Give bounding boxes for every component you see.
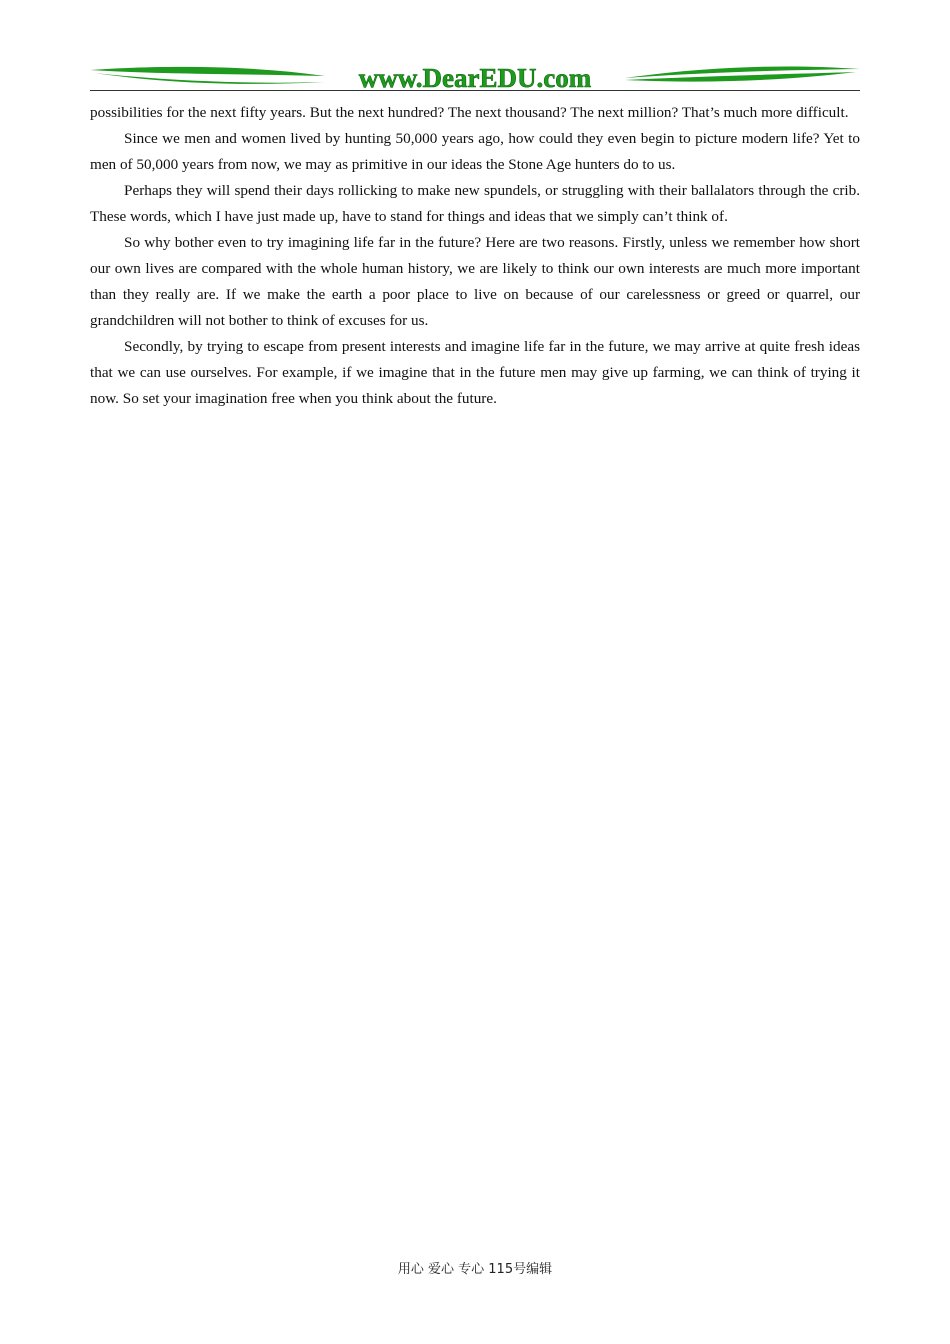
- header-divider-line: [90, 90, 860, 91]
- header-logo-text: www.DearEDU.com: [358, 63, 592, 93]
- paragraph-1: possibilities for the next fifty years. But the next hundred? The next thousand? The next million? That’s much more difficult.: [90, 104, 849, 121]
- site-header-banner: [90, 60, 860, 94]
- right-swoosh-underline: [625, 72, 856, 82]
- article-body: [90, 100, 860, 412]
- page-footer: 用心 爱心 专心 115号编辑: [397, 1262, 553, 1277]
- header-logo-graphic: [90, 60, 860, 94]
- paragraph-5: Secondly, by trying to escape from present interests and imagine life far in the future, we may arrive at quite fresh ideas that we can use ourselves. For example, if we imagine that in the future men may give up farming, we can think of trying it now. So set your imagination free when you think about the future.: [90, 338, 860, 407]
- paragraph-4: So why bother even to try imagining life far in the future? Here are two reasons. Firstly, unless we remember how short our own lives are compared with the whole human history, we are likely to think our own interests are much more important than they really are. If we make the earth a poor place to live on because of our carelessness or greed or quarrel, our grandchildren will not bother to think of excuses for us.: [90, 234, 860, 329]
- paragraph-3: Perhaps they will spend their days rollicking to make new spundels, or struggling with their ballalators through the crib. These words, which I have just made up, have to stand for things and ideas that we simply can’t think of.: [90, 182, 860, 225]
- paragraph-2: Since we men and women lived by hunting 50,000 years ago, how could they even begin to picture modern life? Yet to men of 50,000 years from now, we may as primitive in our ideas the Stone Age hunters do to us.: [90, 130, 860, 173]
- left-swoosh-shape: [90, 67, 325, 76]
